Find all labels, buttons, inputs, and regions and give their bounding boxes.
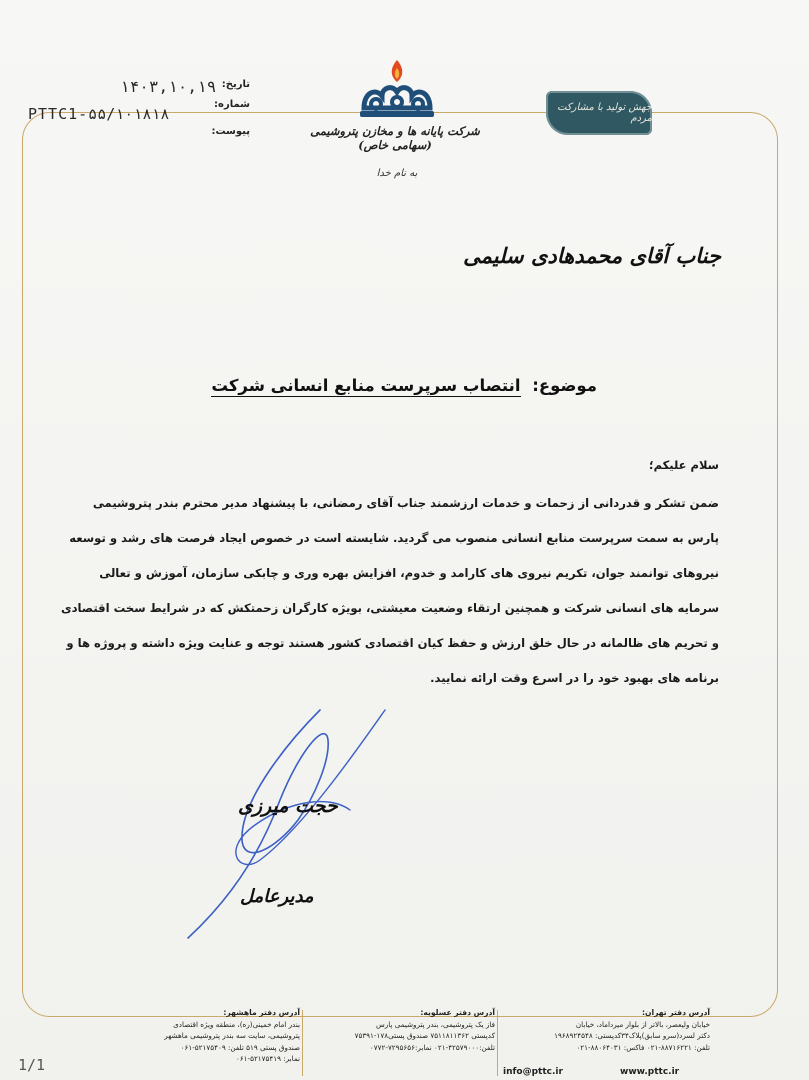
subject-line <box>211 376 597 395</box>
footer-asaluyeh-title: آدرس دفتر عسلویه: <box>420 1008 495 1017</box>
footer-tehran-line: دکتر لسرد(سرو سابق)پلاک۳۴کدپستی: ۱۹۶۸۹۲۴۵۴۸ <box>554 1031 710 1040</box>
handwritten-signature <box>180 700 400 945</box>
number-value: PTTC1-۵۵/۱۰۱۸۱۸ <box>28 105 170 123</box>
recipient-name: جناب آقای محمدهادی سلیمی <box>463 243 721 268</box>
basmala-text: به نام خدا <box>376 168 418 179</box>
company-name: شرکت پایانه ها و مخازن پتروشیمی (سهامی خاص) <box>310 124 480 152</box>
footer-mahshahr-line: نمابر: ۵۲۱۷۵۴۱۹-۰۶۱ <box>235 1054 300 1063</box>
slogan-text: جهش تولید با مشارکت مردم <box>557 102 652 124</box>
date-value: ۱۴۰۳,۱۰,۱۹ <box>120 77 217 96</box>
signer-title: مدیرعامل <box>240 886 314 907</box>
subject-text: انتصاب سرپرست منابع انسانی شرکت <box>211 376 521 395</box>
footer-mahshahr-line: صندوق پستی ۵۱۹ تلفن: ۵۲۱۷۵۴۰۹-۰۶۱ <box>180 1042 300 1052</box>
footer-tehran-line: خیابان ولیعصر، بالاتر از بلوار میرداماد، خیابان <box>575 1019 710 1029</box>
letter-body <box>60 494 719 704</box>
subject-label: موضوع: <box>532 376 597 395</box>
footer-tehran-title: آدرس دفتر تهران: <box>641 1008 710 1017</box>
footer-website-link[interactable]: www.pttc.ir <box>620 1067 680 1077</box>
footer-mahshahr-line: بندر امام خمینی(ره)، منطقه ویژه اقتصادی <box>173 1019 300 1029</box>
company-logo-icon <box>352 56 442 122</box>
date-label: تاریخ: <box>221 79 250 90</box>
footer-divider <box>497 1010 498 1076</box>
footer-asaluyeh-line: تلفن:۴۲۵۷۹۰۰۰-۰۲۱ نمابر:۷۲۹۵۶۵۶-۰۷۷۲ <box>369 1042 495 1052</box>
footer-tehran-address <box>500 1007 710 1053</box>
footer-mahshahr-line: پتروشیمی، سایت سه بندر پتروشیمی ماهشهر <box>164 1031 300 1040</box>
body-line: نیروهای توانمند جوان، تکریم نیروی های کارامد و خدوم، افزایش بهره وری و چابکی سازمان، آموزش و تعالی <box>99 566 719 580</box>
letter-meta-block <box>10 75 250 145</box>
footer-asaluyeh-line: کدپستی ۷۵۱۱۸۱۱۳۶۲ صندوق پستی۱۷۸-۷۵۳۹۱ <box>354 1031 495 1040</box>
slogan-badge <box>546 91 652 135</box>
footer-asaluyeh-line: فاز یک پتروشیمی، بندر پتروشیمی پارس <box>375 1019 495 1029</box>
greeting: سلام علیکم؛ <box>648 458 719 472</box>
footer-mahshahr-title: آدرس دفتر ماهشهر: <box>223 1008 300 1017</box>
body-line: و تحریم های ظالمانه در حال خلق ارزش و حفظ کیان اقتصادی کشور هستند توجه و عنایت ویژه داشته و پروژه ها و <box>66 636 719 650</box>
number-label: شماره: <box>214 99 250 110</box>
footer-tehran-line: تلفن: ۸۸۷۱۶۲۲۱-۰۲۱ فاکس: ۸۸۰۶۴۰۳۱-۰۲۱ <box>576 1042 710 1052</box>
body-line: پارس به سمت سرپرست منابع انسانی منصوب می گردید. شایسته است در خصوص ایجاد فرصت های رشد و توسعه <box>69 531 719 545</box>
body-line: سرمایه های انسانی شرکت و همچنین ارتقاء وضعیت معیشتی، بویژه کارگران زحمتکش که در شرایط سخت اقتصادی <box>60 601 719 615</box>
footer-asaluyeh-address <box>305 1007 495 1053</box>
signer-name: حجت میرزی <box>238 795 338 817</box>
footer-mahshahr-address <box>112 1007 300 1065</box>
footer-email-link[interactable]: info@pttc.ir <box>503 1067 563 1077</box>
body-line: برنامه های بهبود خود را در اسرع وقت ارائه نمایید. <box>430 671 719 685</box>
body-line: ضمن تشکر و قدردانی از زحمات و خدمات ارزشمند جناب آقای رمضانی، با پیشنهاد مدیر محترم بندر پتروشیمی <box>92 496 719 510</box>
page-number: 1/1 <box>18 1056 46 1074</box>
attachment-label: پیوست: <box>211 126 250 137</box>
footer-divider <box>302 1010 303 1076</box>
